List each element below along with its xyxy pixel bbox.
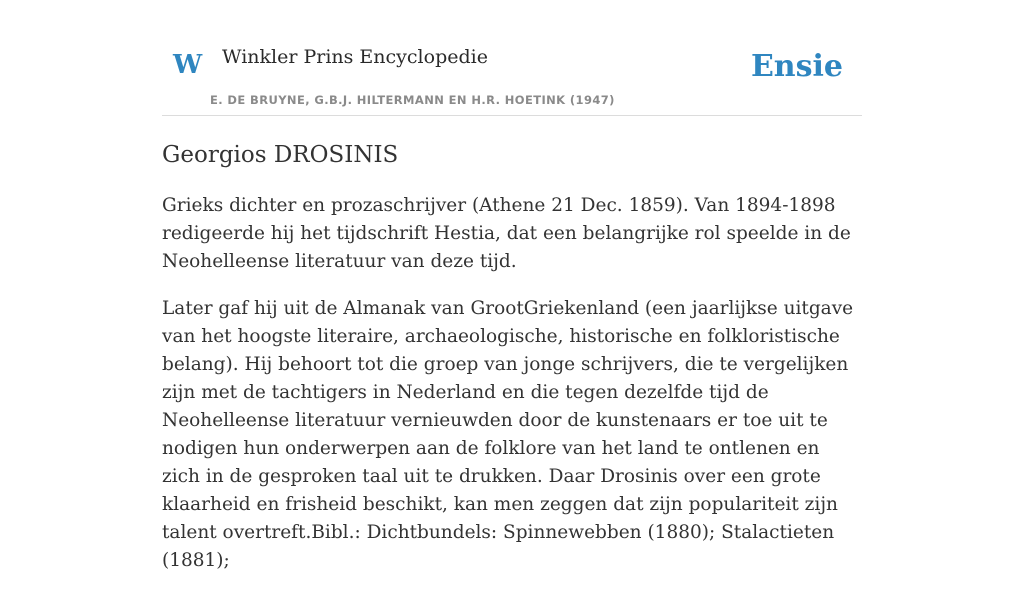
article-body bbox=[162, 192, 862, 594]
article-title: Georgios DROSINIS bbox=[162, 142, 399, 168]
publication-title[interactable]: Winkler Prins Encyclopedie bbox=[222, 46, 488, 68]
article-paragraph: Grieks dichter en prozaschrijver (Athene 21 Dec. 1859). Van 1894-1898 redigeerde hij het tijdschrift Hestia, dat een belangrijke rol speelde in de Neohelleense literatuur van deze tijd. bbox=[162, 195, 851, 272]
article-paragraph: Later gaf hij uit de Almanak van GrootGriekenland (een jaarlijkse uitgave van het hoogste literaire, archaeologische, historische en folkloristische belang). Hij behoort tot die groep van jonge schrijvers, die te vergelijken zijn met de tachtigers in Nederland en die tegen dezelfde tijd de Neohelleense literatuur vernieuwden door de kunstenaars er toe uit te nodigen hun onderwerpen aan de folklore van het land te ontlenen en zich in de gesproken taal uit te drukken. Daar Drosinis over een grote klaarheid en frisheid beschikt, kan men zeggen dat zijn populariteit zijn talent overtreft.Bibl.: Dichtbundels: Spinnewebben (1880); Stalactieten (1881); bbox=[162, 298, 854, 571]
header bbox=[162, 0, 862, 116]
ensie-brand-logo[interactable]: Ensie bbox=[750, 49, 843, 84]
winkler-prins-logo[interactable]: W bbox=[173, 50, 203, 80]
publication-authors: E. DE BRUYNE, G.B.J. HILTERMANN EN H.R. HOETINK (1947) bbox=[210, 93, 615, 107]
page-container bbox=[162, 0, 862, 571]
